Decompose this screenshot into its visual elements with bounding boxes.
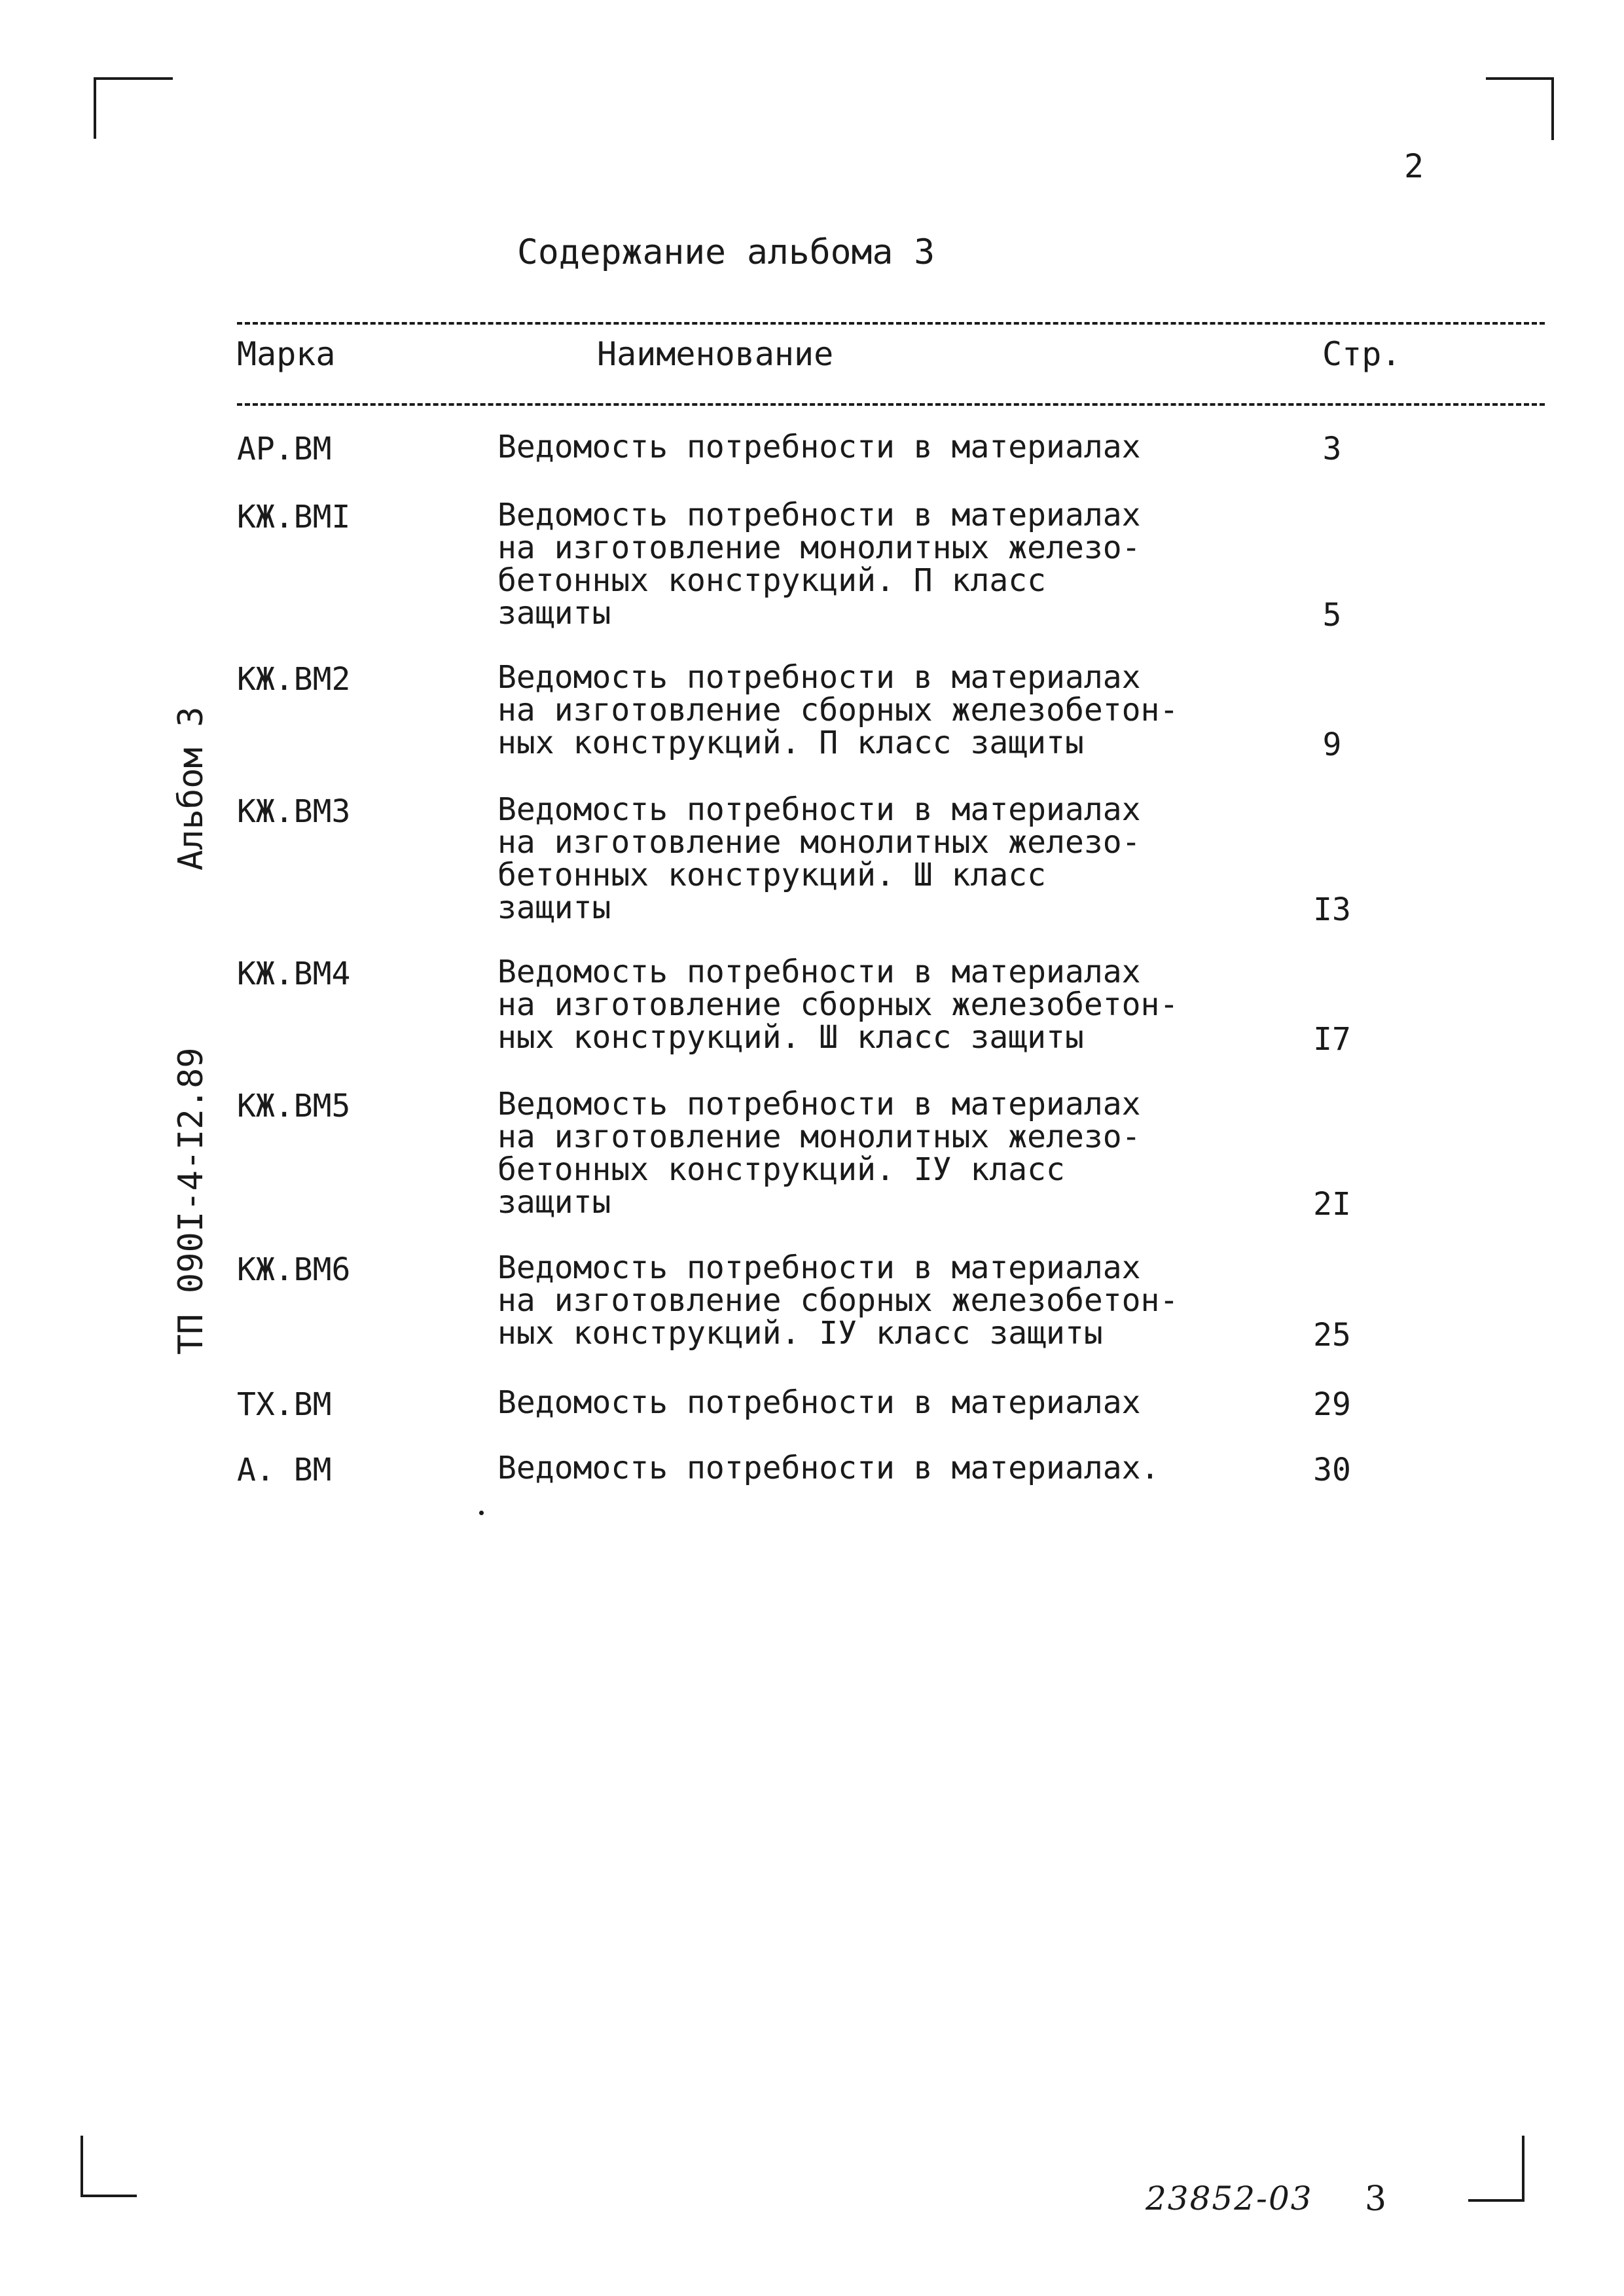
footer-inventory-number: 23852-03: [1146, 2179, 1313, 2217]
row-name: Ведомость потребности в материалах на изготовление монолитных железо- бетонных конструкций. IУ класс защиты: [497, 1086, 1141, 1221]
row-page: 25: [1313, 1317, 1351, 1354]
row-mark: КЖ.ВМI: [237, 499, 351, 535]
table-header-rule: [237, 403, 1545, 406]
row-page: 5: [1322, 597, 1342, 634]
row-mark: АР.ВМ: [237, 431, 332, 467]
side-album-label: Альбом 3: [171, 706, 211, 870]
frame-corner-bottom-right: [1468, 2136, 1525, 2202]
side-document-code: ТП 090I-4-I2.89: [171, 1047, 211, 1355]
stray-dot: [479, 1511, 484, 1515]
frame-corner-bottom-left: [81, 2136, 137, 2197]
table-top-rule: [237, 322, 1545, 325]
column-header-mark: Марка: [237, 335, 336, 373]
row-mark: КЖ.ВМ3: [237, 793, 351, 830]
page-number: 2: [1404, 147, 1424, 185]
row-page: I7: [1313, 1021, 1351, 1058]
row-mark: КЖ.ВМ5: [237, 1088, 351, 1124]
row-name: Ведомость потребности в материалах на изготовление сборных железобетон- ных конструкций. П класс защиты: [497, 659, 1179, 761]
page-title: Содержание альбома 3: [517, 232, 935, 272]
column-header-page: Стр.: [1322, 335, 1401, 373]
column-header-name: Наименование: [597, 335, 834, 373]
row-name: Ведомость потребности в материалах на изготовление сборных железобетон- ных конструкций. Ш класс защиты: [497, 954, 1179, 1056]
footer-sheet-number: 3: [1365, 2179, 1387, 2219]
row-mark: ТХ.ВМ: [237, 1386, 332, 1423]
row-mark: КЖ.ВМ6: [237, 1251, 351, 1288]
row-mark: А. ВМ: [237, 1452, 332, 1488]
row-mark: КЖ.ВМ2: [237, 661, 351, 698]
row-page: 9: [1322, 726, 1342, 763]
row-page: 29: [1313, 1386, 1351, 1423]
row-page: I3: [1313, 891, 1351, 928]
row-page: 2I: [1313, 1186, 1351, 1223]
row-name: Ведомость потребности в материалах: [497, 429, 1141, 465]
frame-corner-top-right: [1486, 77, 1554, 140]
row-name: Ведомость потребности в материалах на изготовление монолитных железо- бетонных конструкций. П класс защиты: [497, 497, 1141, 632]
row-name: Ведомость потребности в материалах на изготовление монолитных железо- бетонных конструкций. Ш класс защиты: [497, 791, 1141, 926]
row-name: Ведомость потребности в материалах.: [497, 1450, 1160, 1486]
frame-corner-top-left: [94, 77, 173, 139]
row-name: Ведомость потребности в материалах: [497, 1384, 1141, 1421]
row-name: Ведомость потребности в материалах на изготовление сборных железобетон- ных конструкций. IУ класс защиты: [497, 1249, 1179, 1352]
row-page: 30: [1313, 1452, 1351, 1488]
row-page: 3: [1322, 431, 1342, 467]
row-mark: КЖ.ВМ4: [237, 956, 351, 992]
